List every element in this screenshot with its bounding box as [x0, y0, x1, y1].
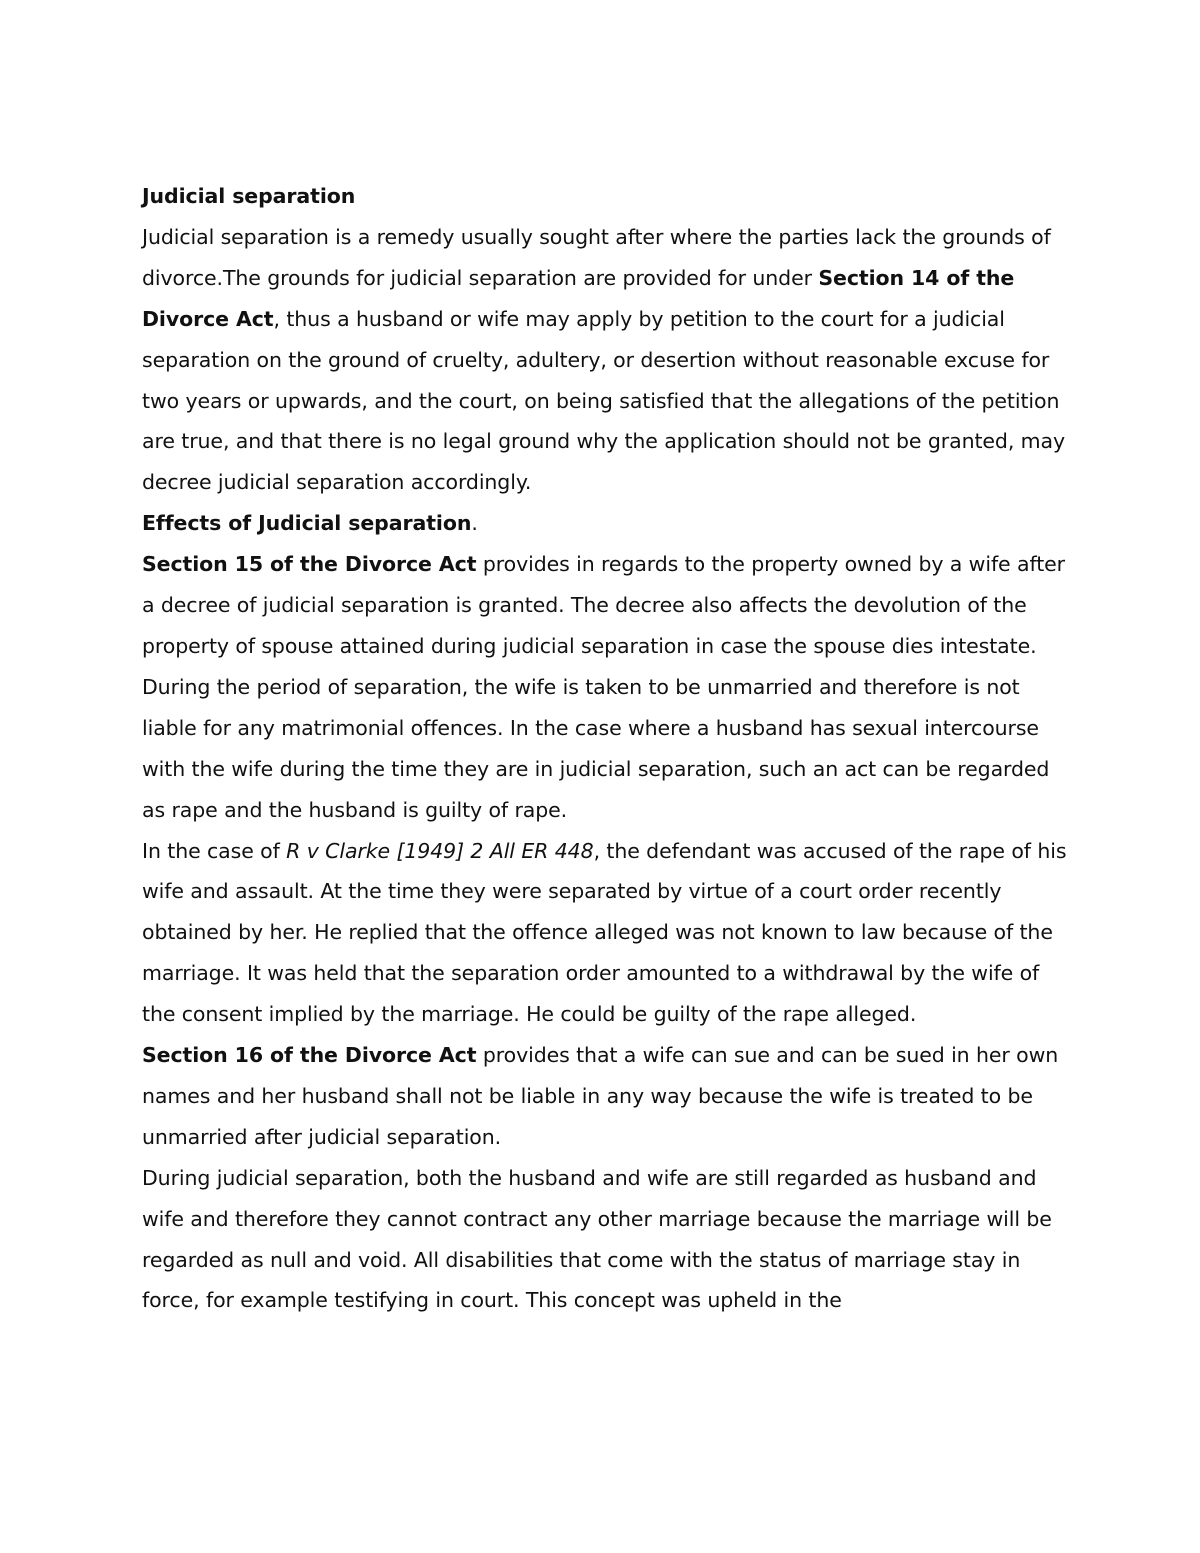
subheading-text: Effects of Judicial separation: [142, 511, 472, 536]
paragraph-text: , the defendant was accused of the rape of his wife and assault. At the time they were separated by virtue of a court order recently obtained by her. He replied that the offence alleged was not known to law because of the marriage. It was held that the separation order amounted to a withdrawal by the wife of the consent implied by the marriage. He could be guilty of the rape alleged.: [142, 838, 1067, 1027]
paragraph-text: , thus a husband or wife may apply by petition to the court for a judicial separation on the ground of cruelty, adultery, or desertion without reasonable excuse for two years or upwards, and the court, on being satisfied that the allegations of the petition are true, and that there is no legal ground why the application should not be granted, may decree judicial separation accordingly.: [142, 306, 1066, 495]
subheading-effects: [142, 503, 1067, 544]
paragraph-section-15: [142, 544, 1067, 667]
statute-reference: Section 15 of the Divorce Act: [142, 552, 477, 577]
statute-reference: Section 16 of the Divorce Act: [142, 1043, 477, 1068]
paragraph-still-married: During judicial separation, both the husband and wife are still regarded as husband and wife and therefore they cannot contract any other marriage because the marriage will be regarded as null and void. All disabilities that come with the status of marriage stay in force, for example testifying in court. This concept was upheld in the: [142, 1165, 1052, 1313]
heading-text: Judicial separation: [142, 184, 356, 208]
paragraph-case-clarke: [142, 831, 1067, 1036]
subheading-punctuation: .: [471, 511, 478, 536]
case-citation: R v Clarke [1949] 2 All ER 448: [286, 838, 594, 863]
statute-reference: Section 14 of the Divorce Act: [142, 265, 1015, 331]
paragraph-judicial-separation: [142, 217, 1067, 503]
paragraph-text: provides in regards to the property owned by a wife after a decree of judicial separation is granted. The decree also affects the devolution of the property of spouse attained during judicial separation in case the spouse dies intestate.: [142, 552, 1065, 658]
paragraph-text: provides that a wife can sue and can be sued in her own names and her husband shall not be liable in any way because the wife is treated to be unmarried after judicial separation.: [142, 1043, 1059, 1149]
document-body: [142, 176, 1067, 1321]
paragraph-section-16: [142, 1035, 1067, 1158]
paragraph-text: Judicial separation is a remedy usually sought after where the parties lack the grounds of divorce.The grounds for judicial separation are provided for under: [142, 224, 1051, 290]
paragraph-text: In the case of: [142, 838, 287, 863]
paragraph-period-of-separation: During the period of separation, the wife is taken to be unmarried and therefore is not liable for any matrimonial offences. In the case where a husband has sexual intercourse with the wife during the time they are in judicial separation, such an act can be regarded as rape and the husband is guilty of rape.: [142, 674, 1050, 822]
section-heading: [142, 176, 1067, 217]
